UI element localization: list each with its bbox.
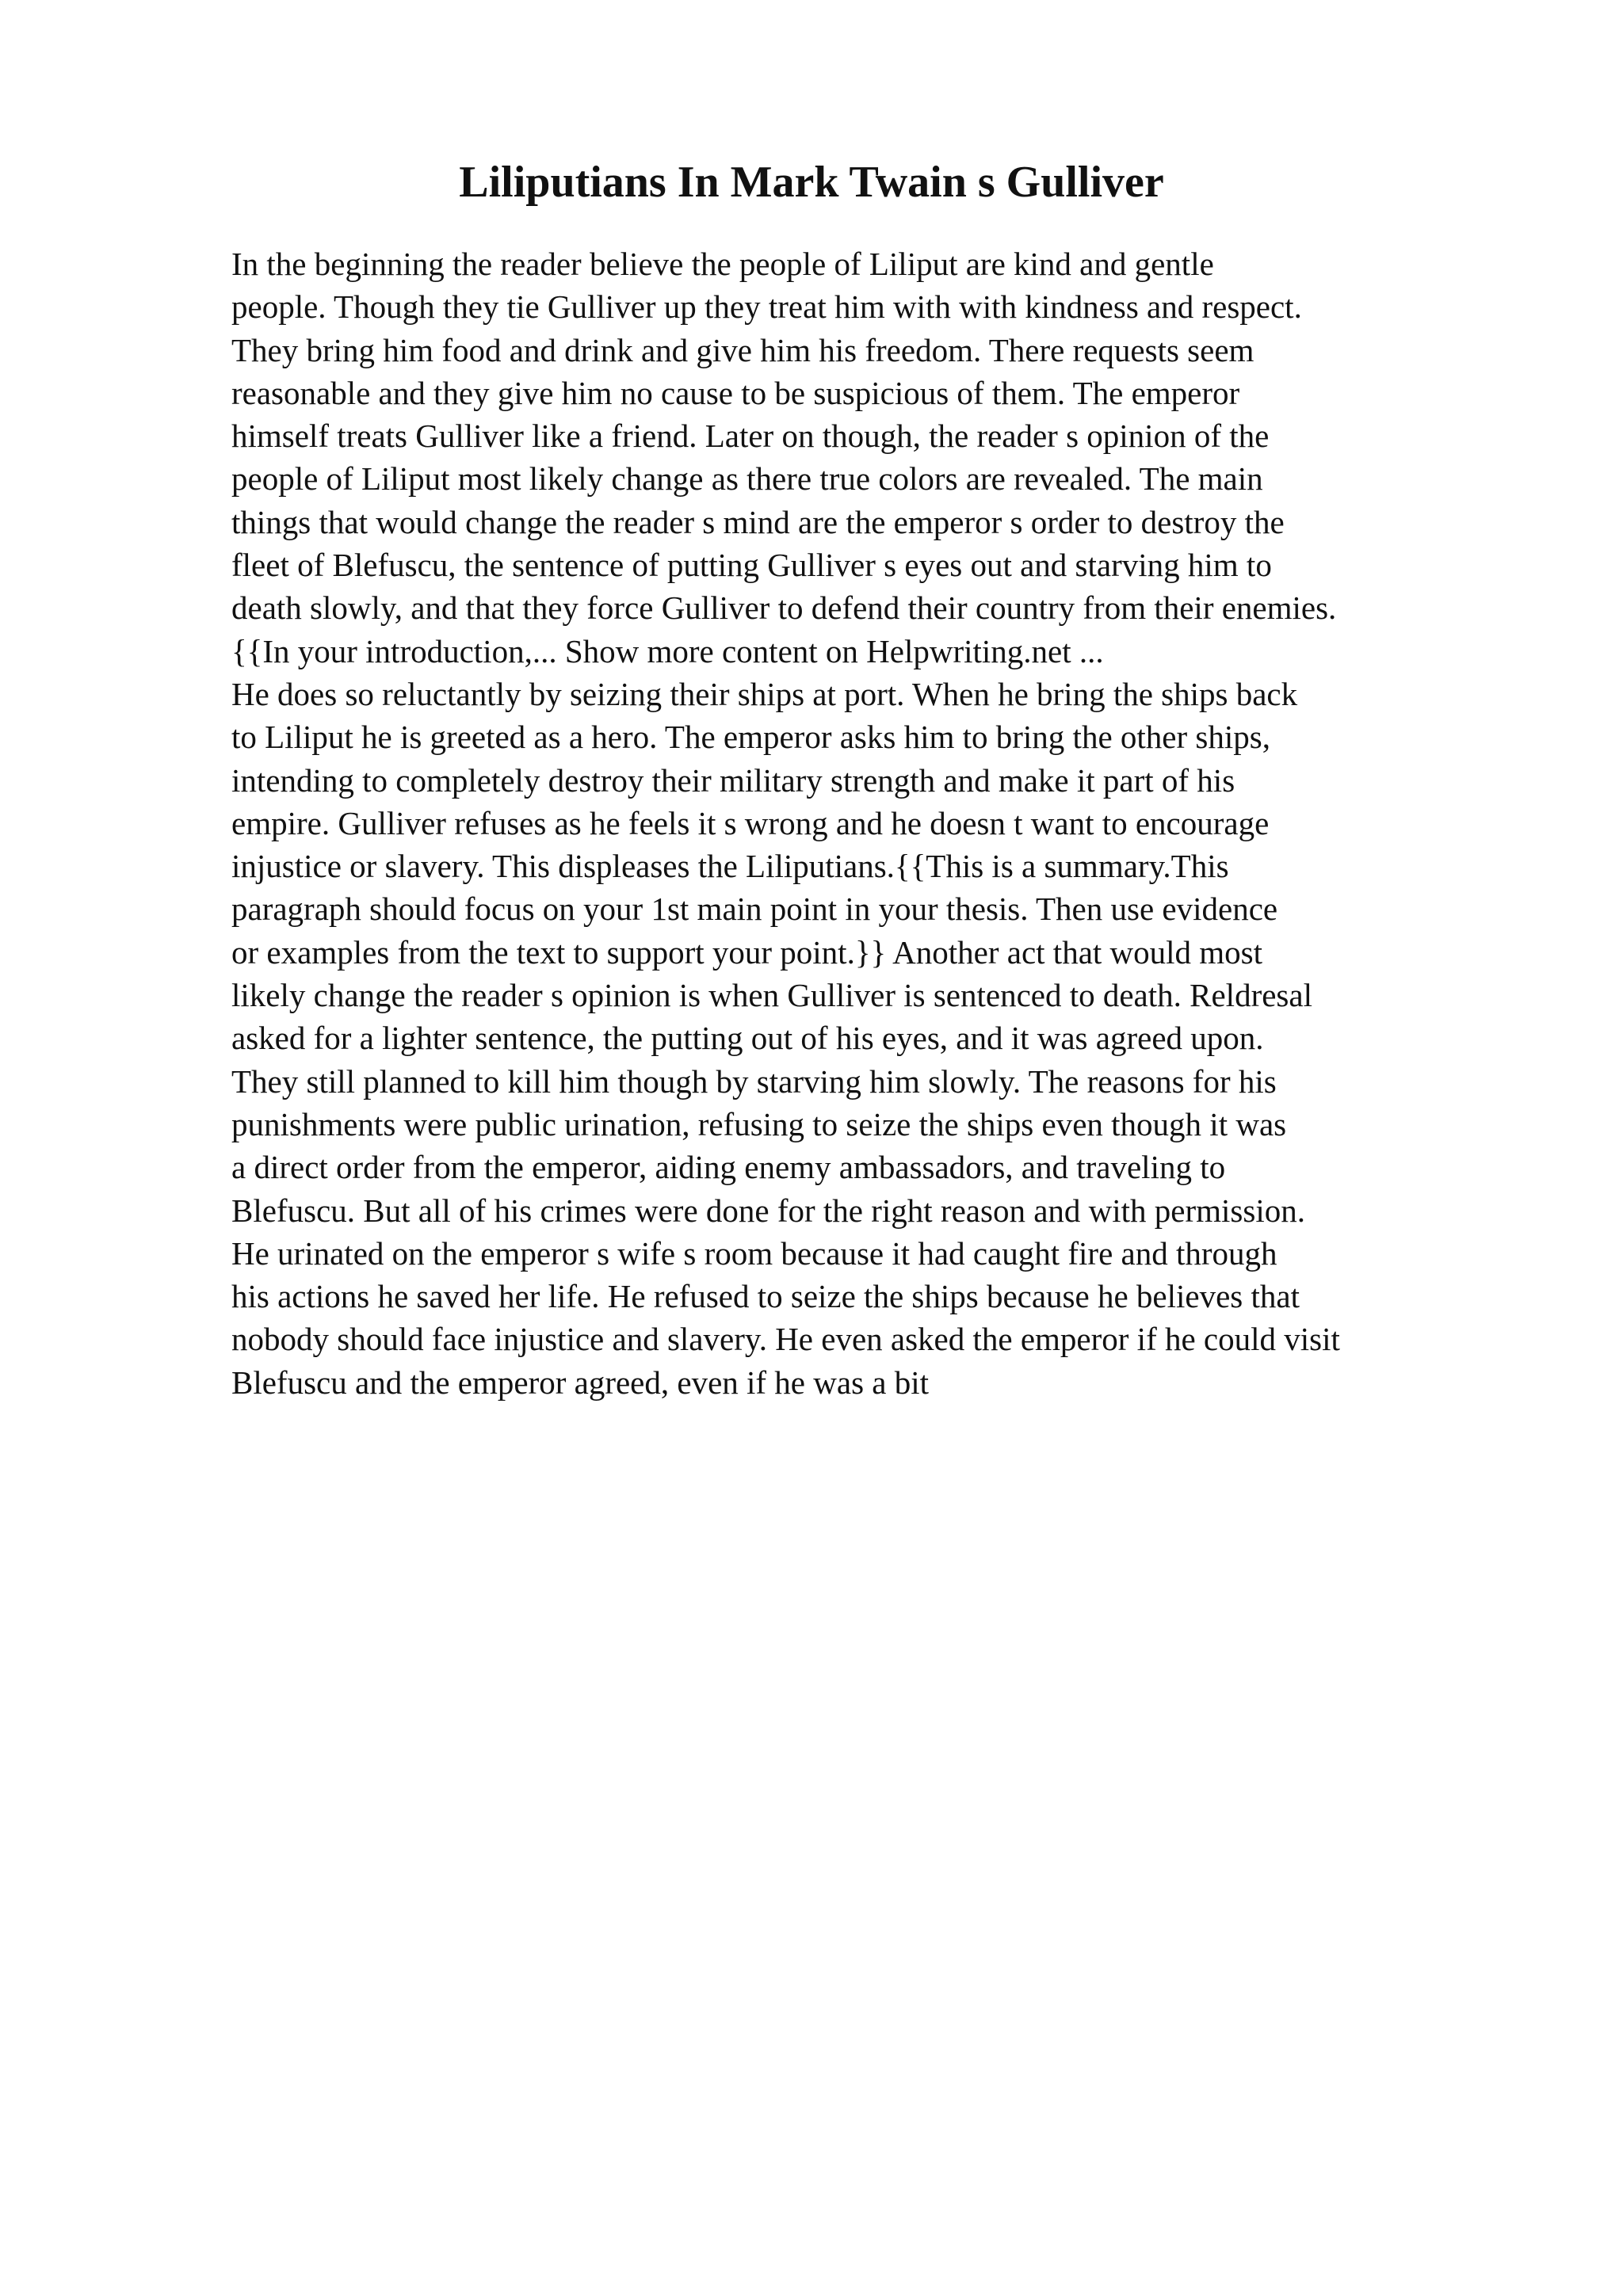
body-line: likely change the reader s opinion is when Gulliver is sentenced to death. Reldresal — [231, 977, 1312, 1014]
body-line: intending to completely destroy their military strength and make it part of his — [231, 761, 1235, 799]
body-line: himself treats Gulliver like a friend. Later on though, the reader s opinion of the — [231, 418, 1270, 455]
body-line: paragraph should focus on your 1st main point in your thesis. Then use evidence — [231, 891, 1278, 928]
body-line: Blefuscu. But all of his crimes were done for the right reason and with permission. — [231, 1192, 1305, 1229]
body-line: injustice or slavery. This displeases the Liliputians.{{This is a summary.This — [231, 848, 1229, 885]
body-line: Blefuscu and the emperor agreed, even if he was a bit — [231, 1363, 929, 1401]
body-line: a direct order from the emperor, aiding enemy ambassadors, and traveling to — [231, 1149, 1226, 1186]
body-line: people of Liliput most likely change as there true colors are revealed. The main — [231, 460, 1263, 498]
body-line: He does so reluctantly by seizing their ships at port. When he bring the ships back — [231, 675, 1298, 712]
body-line: people. Though they tie Gulliver up they treat him with with kindness and respect. — [231, 288, 1302, 326]
body-line: things that would change the reader s mind are the emperor s order to destroy the — [231, 503, 1285, 540]
body-line: asked for a lighter sentence, the putting out of his eyes, and it was agreed upon. — [231, 1020, 1264, 1057]
body-line: reasonable and they give him no cause to be suspicious of them. The emperor — [231, 374, 1240, 411]
body-line: punishments were public urination, refusing to seize the ships even though it was — [231, 1105, 1287, 1142]
body-line: They bring him food and drink and give him his freedom. There requests seem — [231, 331, 1254, 368]
body-line: They still planned to kill him though by starving him slowly. The reasons for his — [231, 1062, 1277, 1100]
body-line: to Liliput he is greeted as a hero. The emperor asks him to bring the other ships, — [231, 719, 1270, 756]
document-title: Liliputians In Mark Twain s Gulliver — [459, 158, 1164, 207]
body-line: nobody should face injustice and slavery. He even asked the emperor if he could visit — [231, 1321, 1340, 1358]
document-body — [231, 242, 1579, 1404]
body-line: fleet of Blefuscu, the sentence of putting Gulliver s eyes out and starving him to — [231, 547, 1272, 584]
body-line: He urinated on the emperor s wife s room because it had caught fire and through — [231, 1234, 1277, 1272]
body-line: In the beginning the reader believe the people of Liliput are kind and gentle — [231, 246, 1214, 282]
body-line: his actions he saved her life. He refused to seize the ships because he believes that — [231, 1278, 1300, 1315]
body-line: death slowly, and that they force Gulliver to defend their country from their enemies. — [231, 589, 1337, 627]
body-line: {{In your introduction,... Show more content on Helpwriting.net ... — [231, 632, 1104, 669]
body-line: empire. Gulliver refuses as he feels it s wrong and he doesn t want to encourage — [231, 804, 1270, 841]
body-line: or examples from the text to support your point.}} Another act that would most — [231, 933, 1263, 971]
